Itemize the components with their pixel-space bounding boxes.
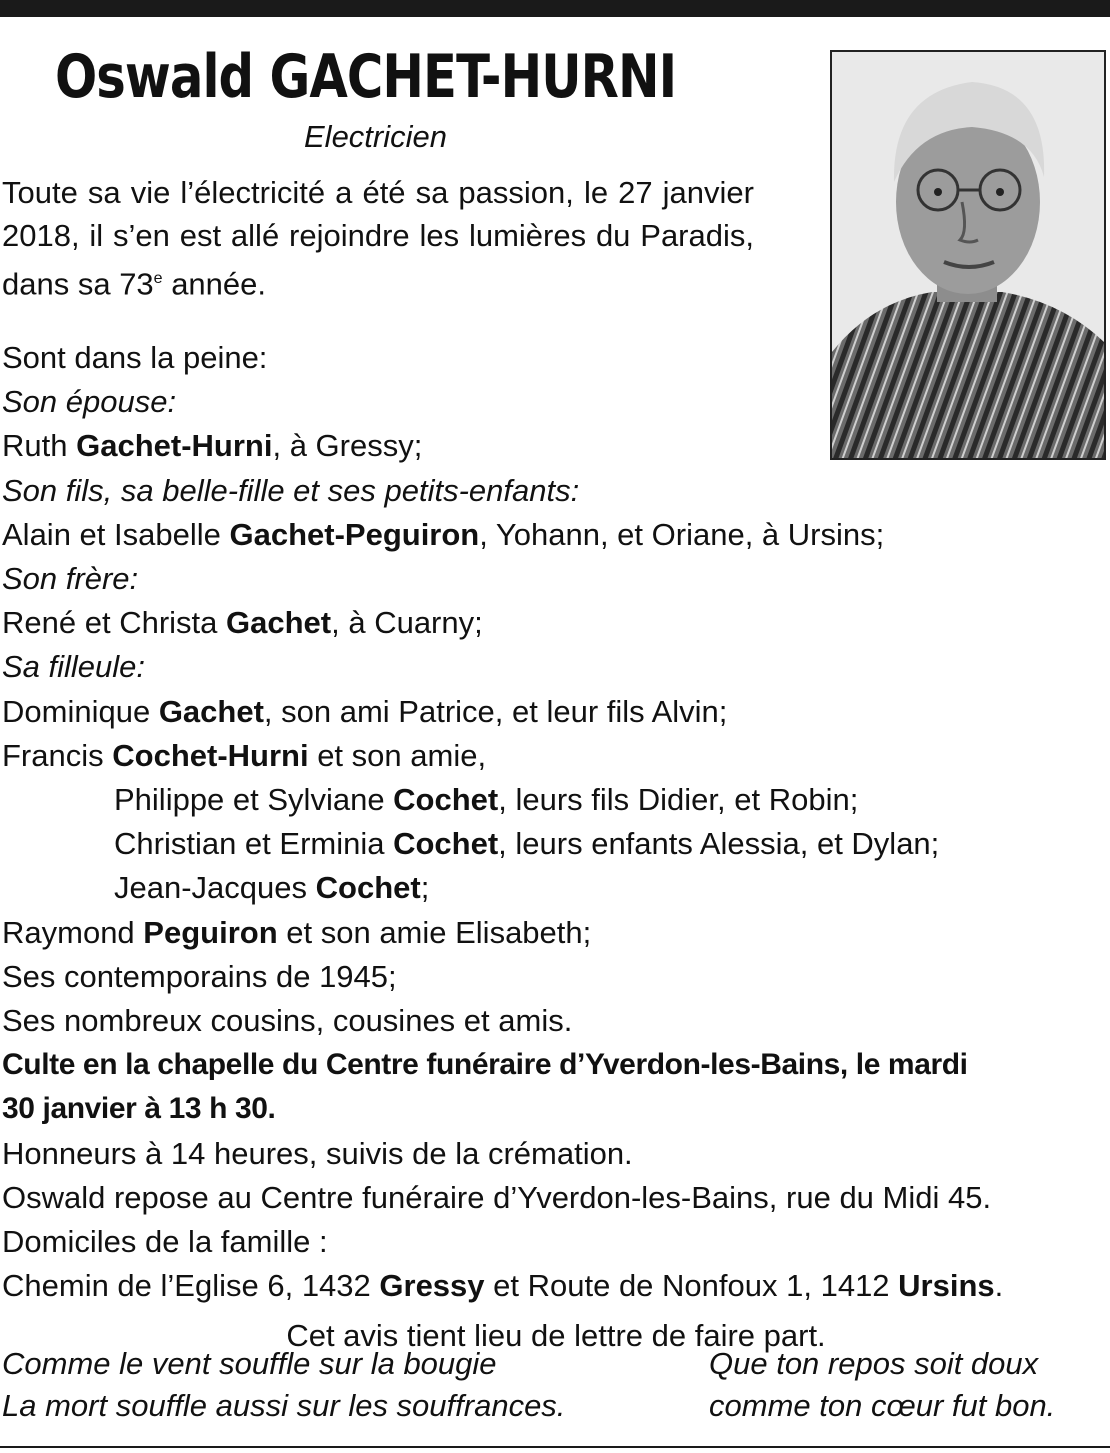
repose-line: Oswald repose au Centre funéraire d’Yverdon-les-Bains, rue du Midi 45.	[2, 1179, 992, 1215]
poem-left	[2, 1343, 565, 1427]
intro-end: année.	[162, 266, 267, 302]
given-names: Jean-Jacques	[114, 870, 316, 906]
given-names: Raymond	[2, 914, 144, 950]
address-line	[2, 1264, 1110, 1308]
line-rest: , à Cuarny;	[331, 605, 483, 641]
city: Ursins	[898, 1268, 995, 1304]
jeanjacques-line	[2, 866, 1110, 910]
surname: Gachet	[158, 693, 264, 729]
honneurs-line: Honneurs à 14 heures, suivis de la crémation.	[2, 1135, 633, 1171]
domiciles-label: Domiciles de la famille :	[2, 1224, 328, 1260]
line-rest: et son amie Elisabeth;	[277, 914, 592, 950]
notice-line: Cet avis tient lieu de lettre de faire part.	[286, 1318, 826, 1354]
christian-line	[2, 822, 1110, 866]
line-rest: , leurs fils Didier, et Robin;	[498, 782, 859, 818]
line-rest: ;	[420, 870, 430, 906]
philippe-line	[2, 778, 1110, 822]
line-rest: , leurs enfants Alessia, et Dylan;	[498, 826, 940, 862]
son-label: Son fils, sa belle-fille et ses petits-enfants:	[2, 472, 580, 508]
bottom-rule	[0, 1446, 1110, 1448]
surname: Cochet	[393, 782, 499, 818]
given-names: Dominique	[2, 693, 159, 729]
goddaughter-line	[2, 690, 1110, 734]
family-list	[2, 336, 1110, 1373]
intro-main: Toute sa vie l’électricité a été sa passion, le 27 janvier 2018, il s’en est allé rejoindre les lumières du Paradis, dans sa 73	[2, 175, 754, 302]
mourners-heading: Sont dans la peine:	[2, 340, 268, 375]
ceremony-line-1: Culte en la chapelle du Centre funéraire d’Yverdon-les-Bains, le mardi	[2, 1048, 968, 1082]
address-part: .	[994, 1268, 1004, 1304]
poem-left-line-2: La mort souffle aussi sur les souffrances.	[2, 1388, 566, 1423]
line-rest: et son amie,	[308, 737, 487, 773]
given-names: Christian et Erminia	[114, 826, 394, 862]
poem-right-line-1: Que ton repos soit doux	[709, 1346, 1039, 1381]
city: Gressy	[379, 1268, 485, 1304]
brother-label: Son frère:	[2, 561, 139, 597]
top-rule	[0, 0, 1110, 17]
poem-right	[709, 1343, 1055, 1427]
son-line	[2, 513, 1110, 557]
intro-text	[2, 171, 754, 305]
cousins-line: Ses nombreux cousins, cousines et amis.	[2, 1003, 573, 1039]
poem-right-line-2: comme ton cœur fut bon.	[709, 1388, 1056, 1423]
line-rest: , Yohann, et Oriane, à Ursins;	[479, 516, 885, 552]
address-part: Chemin de l’Eglise 6, 1432	[2, 1268, 380, 1304]
intro-superscript: e	[153, 270, 163, 287]
raymond-line	[2, 911, 1110, 955]
line-rest: , à Gressy;	[272, 428, 423, 464]
given-names: Alain et Isabelle	[2, 516, 230, 552]
surname: Gachet-Hurni	[76, 428, 273, 464]
given-names: René et Christa	[2, 605, 226, 641]
spouse-label: Son épouse:	[2, 384, 177, 420]
profession: Electricien	[304, 119, 447, 154]
goddaughter-label: Sa filleule:	[2, 649, 146, 685]
surname: Cochet-Hurni	[112, 737, 309, 773]
spouse-line	[2, 424, 1110, 468]
ceremony-line-2: 30 janvier à 13 h 30.	[2, 1092, 276, 1126]
given-names: Philippe et Sylviane	[114, 782, 394, 818]
given-names: Francis	[2, 737, 113, 773]
poem-left-line-1: Comme le vent souffle sur la bougie	[2, 1346, 497, 1381]
surname: Gachet	[226, 605, 332, 641]
brother-line	[2, 601, 1110, 645]
surname: Cochet	[315, 870, 421, 906]
francis-line	[2, 734, 1110, 778]
surname: Cochet	[393, 826, 499, 862]
surname: Peguiron	[143, 914, 278, 950]
deceased-name: Oswald GACHET-HURNI	[55, 42, 677, 112]
surname: Gachet-Peguiron	[229, 516, 480, 552]
contemporains-line: Ses contemporains de 1945;	[2, 958, 397, 994]
line-rest: , son ami Patrice, et leur fils Alvin;	[263, 693, 728, 729]
given-names: Ruth	[2, 428, 77, 464]
address-part: et Route de Nonfoux 1, 1412	[484, 1268, 899, 1304]
